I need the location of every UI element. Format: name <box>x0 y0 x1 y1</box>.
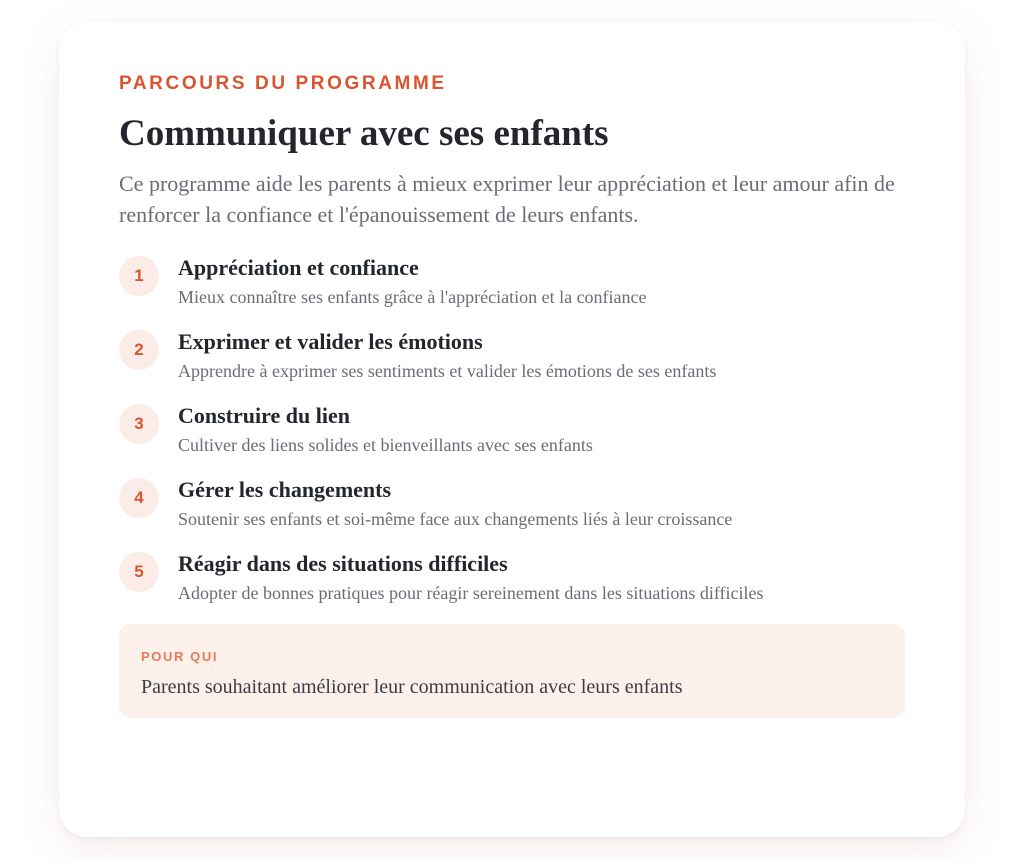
step-title: Appréciation et confiance <box>178 255 419 280</box>
step-title: Exprimer et valider les émotions <box>178 329 483 354</box>
step-number-badge: 2 <box>119 330 159 370</box>
step-subtitle: Soutenir ses enfants et soi-même face aux changements liés à leur croissance <box>178 509 733 529</box>
step-item <box>119 328 905 386</box>
audience-label: POUR QUI <box>141 649 219 664</box>
audience-box <box>119 624 905 718</box>
step-item <box>119 550 905 608</box>
step-number-badge: 3 <box>119 404 159 444</box>
step-body <box>178 254 898 312</box>
step-title: Construire du lien <box>178 403 350 428</box>
step-number-badge: 4 <box>119 478 159 518</box>
step-number-badge: 1 <box>119 256 159 296</box>
step-item <box>119 402 905 460</box>
audience-text: Parents souhaitant améliorer leur communication avec leurs enfants <box>141 676 683 698</box>
program-description: Ce programme aide les parents à mieux exprimer leur appréciation et leur amour afin de renforcer la confiance et l'épanouissement de leurs enfants. <box>119 171 895 227</box>
step-subtitle: Mieux connaître ses enfants grâce à l'appréciation et la confiance <box>178 287 647 307</box>
step-item <box>119 254 905 312</box>
steps-list <box>119 254 905 608</box>
step-subtitle: Adopter de bonnes pratiques pour réagir sereinement dans les situations difficiles <box>178 583 764 603</box>
step-body <box>178 550 898 608</box>
page-title: Communiquer avec ses enfants <box>119 113 609 154</box>
step-subtitle: Cultiver des liens solides et bienveillants avec ses enfants <box>178 435 593 455</box>
step-item <box>119 476 905 534</box>
step-body <box>178 328 898 386</box>
program-card <box>59 22 965 837</box>
step-title: Réagir dans des situations difficiles <box>178 551 508 576</box>
step-number-badge: 5 <box>119 552 159 592</box>
step-body <box>178 402 898 460</box>
step-body <box>178 476 898 534</box>
section-eyebrow: PARCOURS DU PROGRAMME <box>119 73 447 94</box>
step-title: Gérer les changements <box>178 477 392 502</box>
step-subtitle: Apprendre à exprimer ses sentiments et valider les émotions de ses enfants <box>178 361 717 381</box>
